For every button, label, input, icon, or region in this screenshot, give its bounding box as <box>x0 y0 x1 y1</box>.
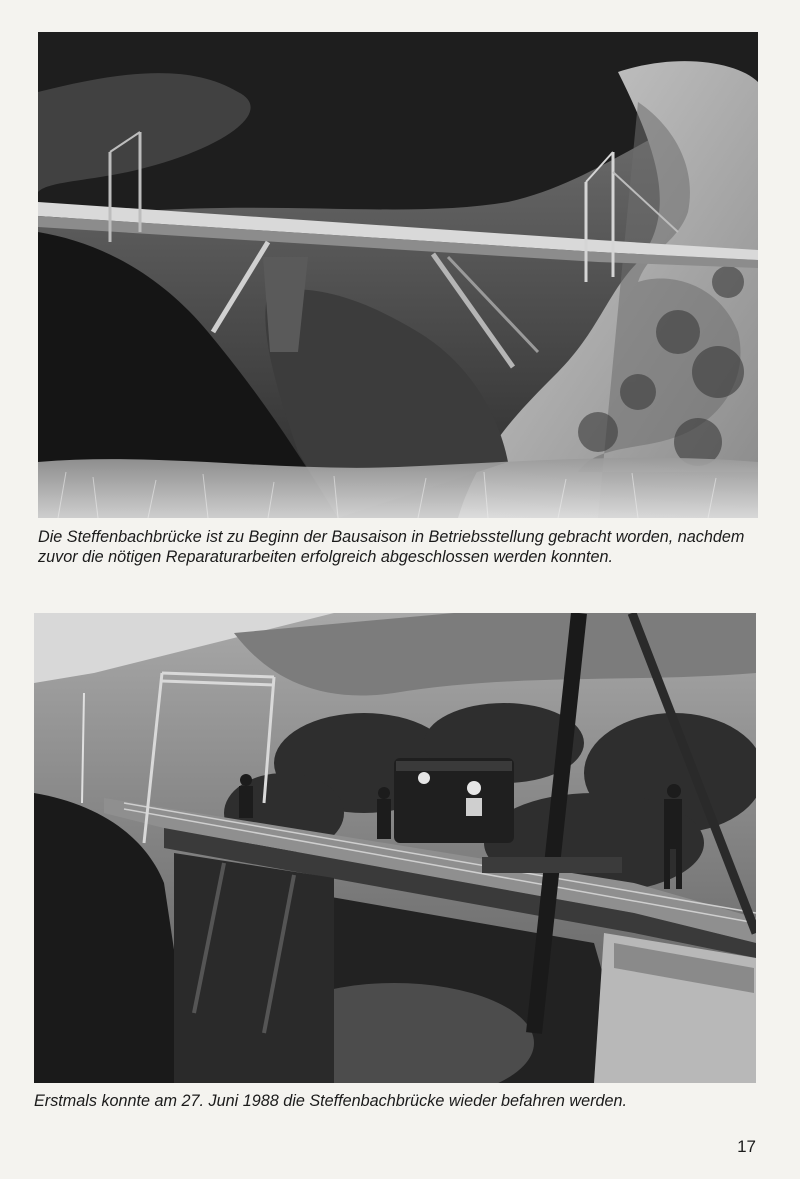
photo-railcar-on-bridge <box>34 613 756 1083</box>
figure-caption-bottom: Erstmals konnte am 27. Juni 1988 die Steffenbachbrücke wieder befahren werden. <box>34 1092 627 1110</box>
photo-bridge-ravine <box>38 32 758 518</box>
photo-railcar-on-bridge-image <box>34 613 756 1083</box>
figure-caption-top: Die Steffenbachbrücke ist zu Beginn der Bausaison in Betriebsstellung gebracht worden, nachdem zuvor die nötigen Reparaturarbeiten erfolgreich abgeschlossen werden konnten. <box>38 528 745 566</box>
page-number: 17 <box>737 1137 756 1156</box>
photo-bridge-ravine-image <box>38 32 758 518</box>
